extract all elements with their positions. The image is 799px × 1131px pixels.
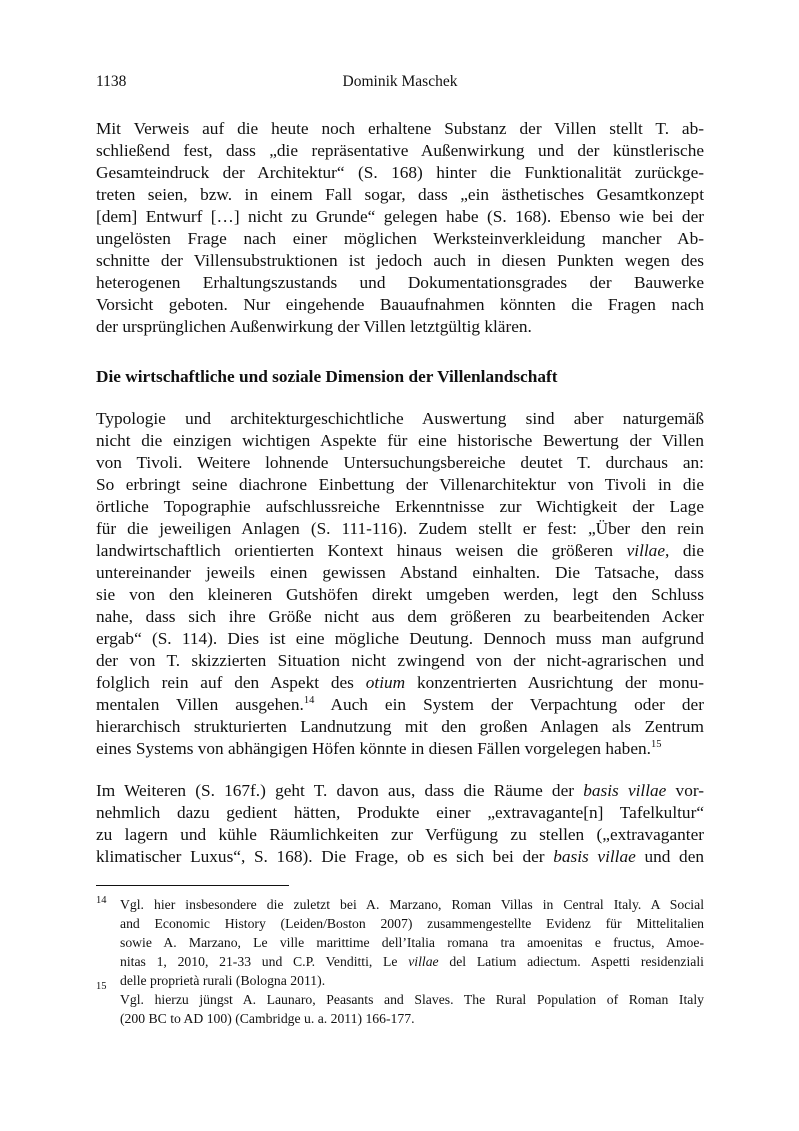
- text-line: [dem] Entwurf […] nicht zu Grunde“ gelegen habe (S. 168). Ebenso wie bei der: [96, 207, 704, 226]
- text-line: [96, 672, 704, 694]
- text-line: der von T. skizzierten Situation nicht zwingend von der nicht-agrarischen und: [96, 651, 704, 670]
- footnote-line: and Economic History (Leiden/Boston 2007) zusammengestellte Evidenz für Mittelitalien: [120, 916, 704, 931]
- footnote-line: [120, 952, 704, 971]
- text-run: folglich rein auf den Aspekt des: [96, 673, 366, 692]
- text-line: Vorsicht geboten. Nur eingehende Bauaufnahmen könnten die Fragen nach: [96, 295, 704, 314]
- text-line: ergab“ (S. 114). Dies ist eine mögliche Deutung. Dennoch muss man aufgrund: [96, 629, 704, 648]
- text-run: vor-: [666, 781, 704, 800]
- text-line: [96, 738, 704, 760]
- text-line: zu lagern und kühle Räumlichkeiten zur Verfügung zu stellen („extravaganter: [96, 825, 704, 844]
- footnote-line: (200 BC to AD 100) (Cambridge u. a. 2011) 166-177.: [120, 1011, 415, 1026]
- text-run: , die: [665, 541, 704, 560]
- text-run: und den: [635, 847, 705, 866]
- text-run: mentalen Villen ausgehen.: [96, 695, 304, 714]
- text-line: hierarchisch strukturierten Landnutzung mit den großen Anlagen als Zentrum: [96, 717, 704, 736]
- text-run: nitas 1, 2010, 21-33 und C.P. Venditti, Le: [120, 954, 409, 969]
- text-line: [96, 780, 704, 802]
- text-run: Auch ein System der Verpachtung oder der: [314, 695, 704, 714]
- text-line: nicht die einzigen wichtigen Aspekte für eine historische Bewertung der Villen: [96, 431, 704, 450]
- footnote-number-15: 15: [96, 981, 107, 992]
- italic-term: otium: [365, 673, 406, 692]
- footnote-number-14: 14: [96, 895, 107, 906]
- text-line: Mit Verweis auf die heute noch erhaltene Substanz der Villen stellt T. ab-: [96, 119, 704, 138]
- running-head: Dominik Maschek: [342, 73, 458, 90]
- text-line: [96, 694, 704, 716]
- text-line: sie von den kleineren Gutshöfen direkt umgeben werden, legt den Schluss: [96, 585, 704, 604]
- text-run: del Latium adiectum. Aspetti residenziali: [438, 954, 704, 969]
- text-line: heterogenen Erhaltungszustands und Dokumentationsgrades der Bauwerke: [96, 273, 704, 292]
- text-line: untereinander jeweils einen gewissen Abstand einhalten. Die Tatsache, dass: [96, 563, 704, 582]
- italic-term: villae: [408, 954, 439, 969]
- italic-term: villae: [626, 541, 665, 560]
- text-line: örtliche Topographie aufschlussreiche Erkenntnisse zur Wichtigkeit der Lage: [96, 497, 704, 516]
- text-run: klimatischer Luxus“, S. 168). Die Frage, ob es sich bei der: [96, 847, 554, 866]
- text-line: von Tivoli. Weitere lohnende Untersuchungsbereiche deutet T. durchaus an:: [96, 453, 704, 472]
- text-line: treten seien, bzw. in einem Fall sogar, dass „ein ästhetisches Gesamtkonzept: [96, 185, 704, 204]
- text-line: nahe, dass sich ihre Größe nicht aus dem größeren zu bearbeitenden Acker: [96, 607, 704, 626]
- footnote-line: Vgl. hier insbesondere die zuletzt bei A. Marzano, Roman Villas in Central Italy. A Social: [120, 897, 704, 912]
- text-line: nehmlich dazu gedient hätten, Produkte einer „extravagante[n] Tafelkultur“: [96, 803, 704, 822]
- text-line: Gesamteindruck der Architektur“ (S. 168) hinter die Funktionalität zurückge-: [96, 163, 704, 182]
- text-line: ungelösten Frage nach einer möglichen Werksteinverkleidung mancher Ab-: [96, 229, 704, 248]
- text-line: für die jeweiligen Anlagen (S. 111-116). Zudem stellt er fest: „Über den rein: [96, 519, 704, 538]
- italic-term: basis villae: [583, 781, 667, 800]
- text-line: schnitte der Villensubstruktionen ist jedoch auch in diesen Punkten wegen des: [96, 251, 704, 270]
- page-number: 1138: [96, 73, 127, 90]
- text-run: eines Systems von abhängigen Höfen könnte in diesen Fällen vorgelegen haben.: [96, 739, 651, 758]
- text-line: So erbringt seine diachrone Einbettung der Villenarchitektur von Tivoli in die: [96, 475, 704, 494]
- footnote-ref-15[interactable]: 15: [650, 739, 662, 750]
- italic-term: basis villae: [553, 847, 636, 866]
- footnote-ref-14[interactable]: 14: [303, 695, 315, 706]
- footnote-line: sowie A. Marzano, Le ville marittime dell’Italia romana tra amoenitas e fructus, Amoe-: [120, 935, 704, 950]
- text-line: [96, 540, 704, 562]
- page-header: [96, 70, 704, 94]
- text-line: [96, 846, 704, 868]
- text-run: landwirtschaftlich orientierten Kontext hinaus weisen die größeren: [96, 541, 627, 560]
- section-heading: Die wirtschaftliche und soziale Dimension der Villenlandschaft: [96, 367, 558, 386]
- text-line: schließend fest, dass „die repräsentative Außenwirkung und der künstlerische: [96, 141, 704, 160]
- footnote-line: delle proprietà rurali (Bologna 2011).: [120, 973, 326, 988]
- footnote-separator: [96, 885, 289, 886]
- text-line: der ursprünglichen Außenwirkung der Villen letztgültig klären.: [96, 317, 532, 336]
- text-run: konzentrierten Ausrichtung der monu-: [405, 673, 704, 692]
- footnote-line: Vgl. hierzu jüngst A. Launaro, Peasants and Slaves. The Rural Population of Roman Italy: [120, 992, 704, 1007]
- text-run: Im Weiteren (S. 167f.) geht T. davon aus, dass die Räume der: [96, 781, 584, 800]
- text-line: Typologie und architekturgeschichtliche Auswertung sind aber naturgemäß: [96, 409, 704, 428]
